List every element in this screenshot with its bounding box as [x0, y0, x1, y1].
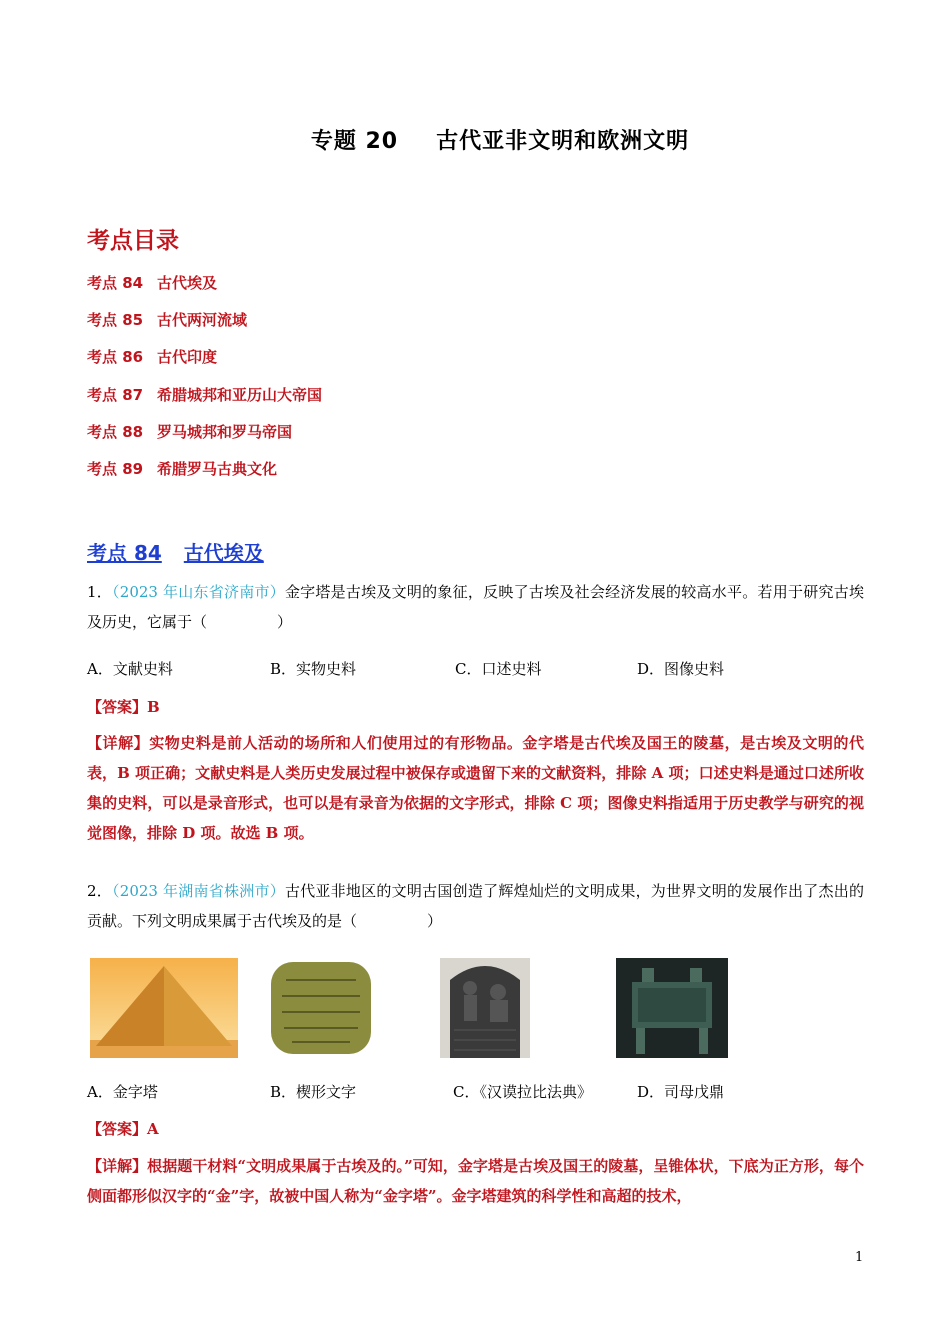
- detail-paragraph: 【详解】实物史料是前人活动的场所和人们使用过的有形物品。金字塔是古代埃及国王的陵墓，是古埃及文明的代表，B 项正确；文献史料是人类历史发展过程中被保存或遗留下来的文献资料，排除 A 项；口述史料是通过口述所收集的史料，可以是录音形式，也可以是有录音为依据的文字形式，排除 C 项；图像史料指适用于历史教学与研究的视觉图像，排除 D 项。故选 B 项。: [87, 734, 864, 842]
- answer-line: 【答案】B: [87, 698, 160, 716]
- section-heading[interactable]: 考点 84 古代埃及: [87, 541, 264, 565]
- toc-item[interactable]: 考点 87 希腊城邦和亚历山大帝国: [87, 386, 323, 404]
- option-c[interactable]: C．《汉谟拉比法典》: [453, 1083, 592, 1101]
- option-b[interactable]: B．实物史料: [270, 660, 357, 678]
- option-a[interactable]: A．金字塔: [87, 1083, 158, 1101]
- title-text: 古代亚非文明和欧洲文明: [436, 129, 690, 154]
- pyramid-image: [90, 958, 238, 1058]
- option-d[interactable]: D．司母戊鼎: [637, 1083, 725, 1101]
- toc-item[interactable]: 考点 84 古代埃及: [87, 274, 218, 292]
- toc-item[interactable]: 考点 89 希腊罗马古典文化: [87, 460, 278, 478]
- question-source: （2023 年湖南省株洲市）: [112, 882, 285, 900]
- toc-item[interactable]: 考点 88 罗马城邦和罗马帝国: [87, 423, 293, 441]
- option-b[interactable]: B．楔形文字: [270, 1083, 357, 1101]
- question-1-stem: 1．（2023 年山东省济南市）金字塔是古埃及文明的象征，反映了古埃及社会经济发展的较高水平。若用于研究古埃及历史，它属于（ ）: [87, 583, 864, 631]
- detail-paragraph: 【详解】根据题干材料“文明成果属于古埃及的。”可知，金字塔是古埃及国王的陵墓，呈锥体状，下底为正方形，每个侧面都形似汉字的“金”字，故被中国人称为“金字塔”。金字塔建筑的科学性和高超的技术，: [87, 1157, 864, 1205]
- option-d[interactable]: D．图像史料: [637, 660, 725, 678]
- page-title: [0, 124, 950, 155]
- option-c[interactable]: C．口述史料: [455, 660, 542, 678]
- toc-item[interactable]: 考点 86 古代印度: [87, 348, 218, 366]
- cuneiform-tablet-image: [268, 958, 374, 1058]
- question-2-stem: 2．（2023 年湖南省株洲市）古代亚非地区的文明古国创造了辉煌灿烂的文明成果，为世界文明的发展作出了杰出的贡献。下列文明成果属于古代埃及的是（ ）: [87, 882, 864, 930]
- page-number: 1: [855, 1250, 864, 1265]
- title-prefix: 专题 20: [310, 129, 399, 154]
- toc-item[interactable]: 考点 85 古代两河流域: [87, 311, 248, 329]
- question-source: （2023 年山东省济南市）: [112, 583, 285, 601]
- option-a[interactable]: A．文献史料: [87, 660, 173, 678]
- toc-heading: 考点目录: [87, 228, 179, 254]
- hammurabi-code-image: [440, 958, 530, 1058]
- simuwu-ding-image: [616, 958, 728, 1058]
- answer-line: 【答案】A: [87, 1120, 159, 1138]
